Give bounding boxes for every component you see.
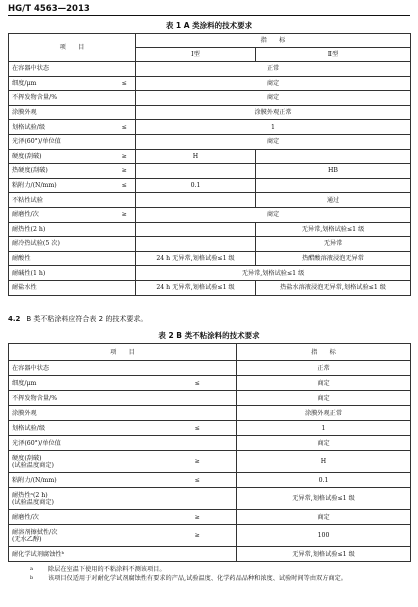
row-item-label: 耐磨性/次 [12, 513, 39, 521]
table-row [9, 547, 411, 562]
row-item-label: 细度/μm [12, 379, 37, 387]
row-value: 商定 [237, 376, 411, 391]
row-symbol: ≥ [114, 164, 136, 179]
table1-head-index: 指 标 [136, 34, 411, 48]
row-symbol [114, 280, 136, 295]
row-value-type1: 24 h 无异常,划格试验≤1 级 [136, 280, 256, 295]
table-row [9, 451, 411, 473]
row-value: 涂膜外观正常 [136, 105, 411, 120]
row-item-sublabel: (试验温度商定) [12, 498, 54, 506]
row-symbol: ≤ [159, 421, 237, 436]
table2 [8, 343, 411, 562]
row-symbol [159, 361, 237, 376]
row-value: 1 [237, 421, 411, 436]
row-symbol [159, 547, 237, 562]
row-value: 1 [136, 120, 411, 135]
table1-head-item: 项 目 [9, 34, 136, 62]
row-symbol [159, 406, 237, 421]
footnote [30, 566, 405, 575]
row-item-name: 耐酸性 [9, 251, 114, 266]
row-item-label: 粘附力/(N/mm) [12, 476, 57, 484]
table-row [9, 105, 411, 120]
table2-head-item: 项 目 [9, 344, 237, 361]
row-value-type2: HB [256, 164, 411, 179]
row-item-name: 涂膜外观 [9, 105, 114, 120]
row-item-name [9, 436, 159, 451]
row-symbol: ≤ [159, 376, 237, 391]
row-symbol [114, 105, 136, 120]
row-item-name: 热硬度(刮破) [9, 164, 114, 179]
row-item-name [9, 421, 159, 436]
table-row [9, 222, 411, 237]
row-value: 商定 [136, 134, 411, 149]
row-symbol: ≥ [114, 207, 136, 222]
footnote-text: 除层在室温下使用的不粘涂料不测该项目。 [48, 566, 166, 573]
row-item-name [9, 391, 159, 406]
row-symbol [114, 62, 136, 77]
row-item-name [9, 451, 159, 473]
row-value: 商定 [136, 76, 411, 91]
row-value-type2: 通过 [256, 193, 411, 208]
table-row [9, 62, 411, 77]
table1-head-type2: Ⅱ型 [256, 48, 411, 62]
table1-caption: 表 1 A 类涂料的技术要求 [165, 21, 253, 30]
row-value: 商定 [136, 207, 411, 222]
standard-number: HG/T 4563—2013 [8, 4, 90, 14]
row-item-name: 不挥发物含量/% [9, 91, 114, 106]
header-rule [8, 15, 410, 16]
row-item-name [9, 473, 159, 488]
row-value: 涂膜外观正常 [237, 406, 411, 421]
row-symbol [114, 251, 136, 266]
row-item-sublabel: (试验温度商定) [12, 461, 54, 469]
clause-4-2 [8, 314, 147, 324]
table1 [8, 33, 411, 296]
row-value: 0.1 [237, 473, 411, 488]
table-row [9, 488, 411, 510]
table-row [9, 280, 411, 295]
row-symbol [114, 237, 136, 252]
row-item-label: 划格试验/级 [12, 424, 46, 432]
footnote-text: 该项目仅适用于对耐化学试剂腐蚀性有要求的产品,试验温度、化学药品品种和浓度、试验时间等由双方商定。 [48, 574, 347, 582]
row-symbol [114, 193, 136, 208]
table-row [9, 178, 411, 193]
row-item-label: 涂膜外观 [12, 409, 37, 417]
row-value: 商定 [237, 510, 411, 525]
row-item-name [9, 547, 159, 562]
row-item-name: 不粘性试验 [9, 193, 114, 208]
table-row [9, 376, 411, 391]
row-item-name: 耐热性(2 h) [9, 222, 114, 237]
row-item-name: 耐冷热试验(5 次) [9, 237, 114, 252]
row-item-name: 粘附力/(N/mm) [9, 178, 114, 193]
table-row [9, 406, 411, 421]
footnote [30, 575, 405, 584]
row-value-type1: H [136, 149, 256, 164]
row-value-type2: 热盐水溶液浸泡无异常,划格试验≤1 级 [256, 280, 411, 295]
row-item-name [9, 525, 159, 547]
table-row [9, 120, 411, 135]
row-item-name [9, 361, 159, 376]
table-row [9, 510, 411, 525]
table1-head-type1: Ⅰ型 [136, 48, 256, 62]
table-row [9, 525, 411, 547]
row-symbol: ≤ [159, 473, 237, 488]
table2-caption: 表 2 B 类不粘涂料的技术要求 [158, 331, 260, 340]
row-item-name [9, 376, 159, 391]
row-item-name [9, 406, 159, 421]
row-symbol [159, 391, 237, 406]
row-value: 无异常,划格试验≤1 级 [237, 488, 411, 510]
row-value: 无异常,划格试验≤1 级 [237, 547, 411, 562]
clause-number: 4.2 [8, 315, 21, 323]
row-symbol [159, 436, 237, 451]
row-item-label: 在容器中状态 [12, 364, 50, 372]
table-row [9, 361, 411, 376]
table-row [9, 193, 411, 208]
row-symbol: ≥ [159, 451, 237, 473]
table-row [9, 391, 411, 406]
row-value-type2 [256, 149, 411, 164]
row-symbol: ≤ [114, 120, 136, 135]
row-symbol [114, 266, 136, 281]
row-item-name [9, 488, 159, 510]
row-symbol: ≥ [159, 525, 237, 547]
row-symbol [114, 91, 136, 106]
row-item-name: 耐盐水性 [9, 280, 114, 295]
row-item-label: 耐化学试剂腐蚀性ᵇ [12, 550, 64, 558]
row-item-name: 细度/μm [9, 76, 114, 91]
row-item-label: 光泽(60°)/单位值 [12, 439, 61, 447]
row-value-type1: 0.1 [136, 178, 256, 193]
row-value: 正常 [136, 62, 411, 77]
table-row [9, 164, 411, 179]
row-item-name [9, 510, 159, 525]
row-item-label: 耐溶剂擦拭性/次 [12, 528, 58, 536]
table-row [9, 149, 411, 164]
row-item-name: 硬度(刮破) [9, 149, 114, 164]
row-value-type1: 24 h 无异常,划格试验≤1 级 [136, 251, 256, 266]
row-symbol [114, 134, 136, 149]
row-value-type1 [136, 222, 256, 237]
footnote-mark: a [30, 566, 33, 572]
table-row [9, 436, 411, 451]
row-item-name: 划格试验/级 [9, 120, 114, 135]
row-value: 商定 [237, 391, 411, 406]
table-row [9, 251, 411, 266]
row-item-name: 耐磨性/次 [9, 207, 114, 222]
table-row [9, 473, 411, 488]
table-row [9, 91, 411, 106]
row-symbol [159, 488, 237, 510]
table-row [9, 76, 411, 91]
footnote-mark: b [30, 574, 34, 581]
row-value-type2: 无异常,划格试验≤1 级 [256, 222, 411, 237]
row-value: 商定 [237, 436, 411, 451]
row-value-type2: 热醋酸溶液浸泡无异常 [256, 251, 411, 266]
row-item-name: 在容器中状态 [9, 62, 114, 77]
table-row [9, 237, 411, 252]
row-value-type2: 无异常 [256, 237, 411, 252]
row-symbol: ≥ [159, 510, 237, 525]
row-value-type1 [136, 164, 256, 179]
row-value: 无异常,划格试验≤1 级 [136, 266, 411, 281]
row-item-label: 不挥发物含量/% [12, 394, 58, 402]
table2-head-index: 指 标 [237, 344, 411, 361]
row-item-sublabel: (无水乙醇) [12, 535, 42, 543]
row-symbol: ≤ [114, 76, 136, 91]
row-item-label: 耐热性ᵃ(2 h) [12, 491, 48, 499]
row-item-label: 硬度(刮破) [12, 454, 42, 462]
clause-text: B 类不粘涂料应符合表 2 的技术要求。 [26, 315, 148, 323]
row-value-type1 [136, 237, 256, 252]
row-value-type2 [256, 178, 411, 193]
row-symbol: ≥ [114, 149, 136, 164]
table-row [9, 421, 411, 436]
row-value-type1 [136, 193, 256, 208]
row-value: 100 [237, 525, 411, 547]
row-symbol: ≤ [114, 178, 136, 193]
table2-footnotes [30, 566, 405, 583]
table-row [9, 207, 411, 222]
row-value: 正常 [237, 361, 411, 376]
table-row [9, 266, 411, 281]
row-value: H [237, 451, 411, 473]
row-item-name: 光泽(60°)/单位值 [9, 134, 114, 149]
row-value: 商定 [136, 91, 411, 106]
row-symbol [114, 222, 136, 237]
table-row [9, 134, 411, 149]
row-item-name: 耐碱性(1 h) [9, 266, 114, 281]
